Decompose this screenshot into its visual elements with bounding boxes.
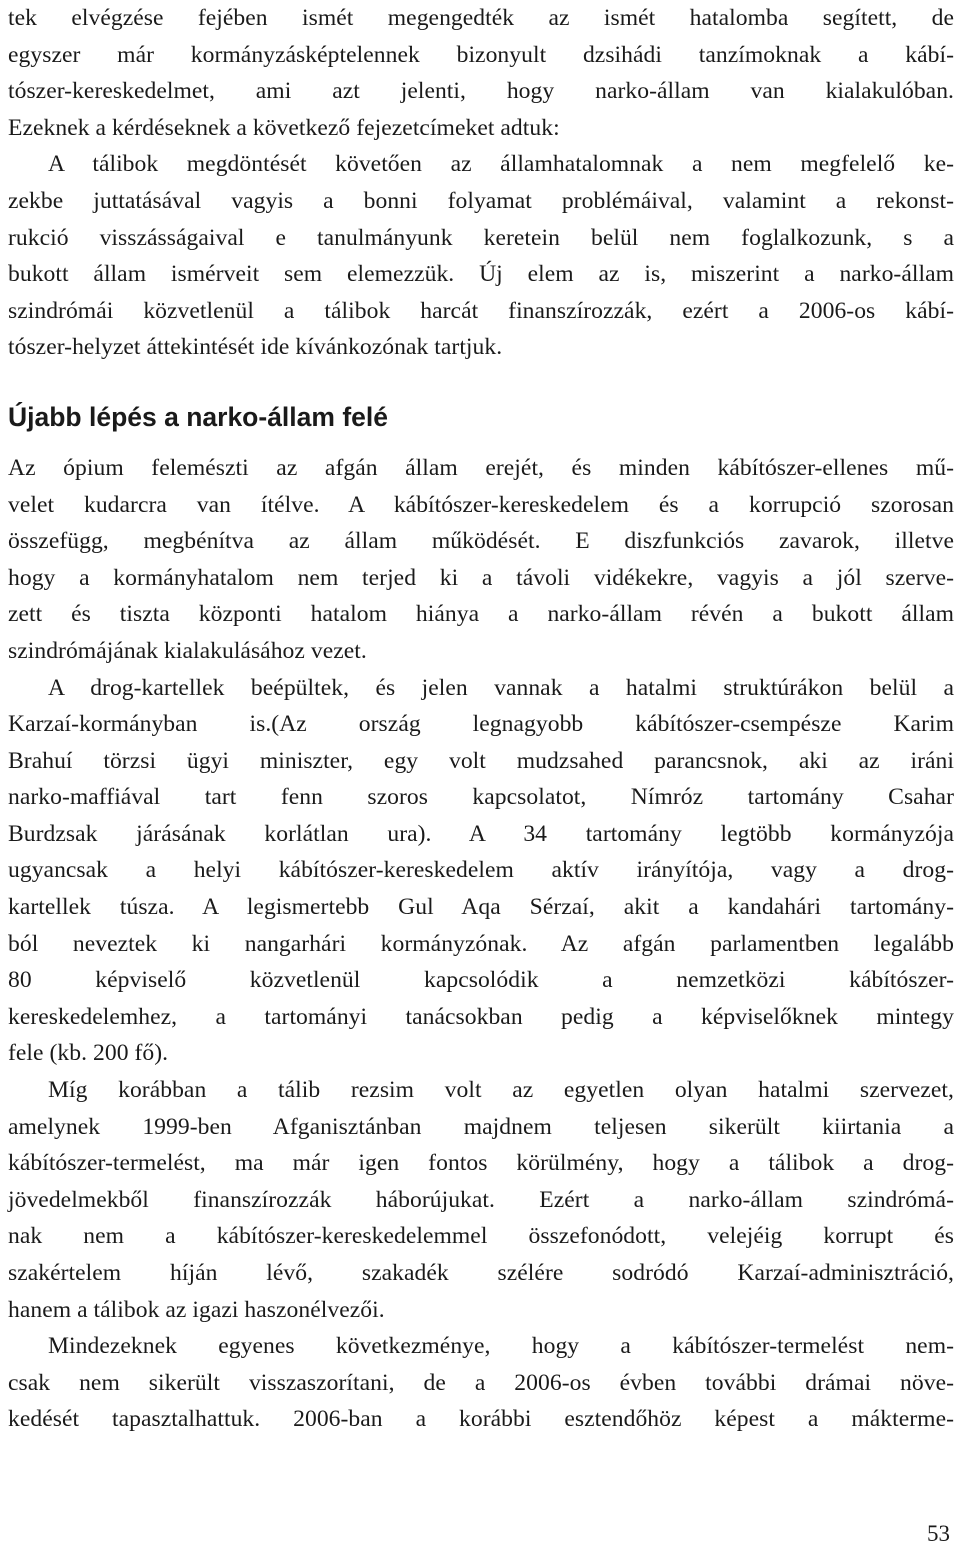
page-number: 53 bbox=[927, 1521, 950, 1546]
text-line: Brahuí törzsi ügyi miniszter, egy volt mudzsahed parancsnok, aki az iráni bbox=[8, 747, 954, 774]
text-block-main bbox=[8, 450, 954, 1438]
text-line: Ezeknek a kérdéseknek a következő fejezetcímeket adtuk: bbox=[8, 114, 560, 141]
text-line: összefügg, megbénítva az állam működését. E diszfunkciós zavarok, illetve bbox=[8, 528, 954, 555]
text-line: hanem a tálibok az igazi haszonélvezői. bbox=[8, 1296, 385, 1323]
text-line: fele (kb. 200 fő). bbox=[8, 1040, 169, 1067]
text-block-intro bbox=[8, 0, 954, 366]
text-line: zett és tiszta központi hatalom hiánya a narko-állam révén a bukott állam bbox=[8, 601, 954, 628]
text-line: tek elvégzése fejében ismét megengedték az ismét hatalomba segített, de bbox=[8, 5, 954, 31]
text-line: kereskedelemhez, a tartományi tanácsokban pedig a képviselőknek mintegy bbox=[8, 1003, 954, 1030]
text-line: narko-maffiával tart fenn szoros kapcsolatot, Nímróz tartomány Csahar bbox=[8, 784, 954, 811]
text-line: Míg korábban a tálib rezsim volt az egyetlen olyan hatalmi szervezet, bbox=[48, 1077, 954, 1104]
text-line: szindrómái közvetlenül a tálibok harcát finanszírozzák, ezért a 2006-os kábí- bbox=[8, 297, 954, 324]
text-line: bukott állam ismérveit sem elemezzük. Új elem az is, miszerint a narko-állam bbox=[8, 261, 954, 288]
text-line: Mindezeknek egyenes következménye, hogy a kábítószer-termelést nem- bbox=[48, 1333, 954, 1360]
text-line: nak nem a kábítószer-kereskedelemmel összefonódott, velejéig korrupt és bbox=[8, 1223, 954, 1250]
text-line: rukció visszásságaival e tanulmányunk keretein belül nem foglalkozunk, s a bbox=[8, 224, 954, 251]
text-line: Burdzsak járásának korlátlan ura). A 34 tartomány legtöbb kormányzója bbox=[8, 820, 954, 847]
text-line: ugyancsak a helyi kábítószer-kereskedelem aktív irányítója, vagy a drog- bbox=[8, 857, 954, 884]
text-line: ból neveztek ki nangarhári kormányzónak. Az afgán parlamentben legalább bbox=[8, 930, 954, 957]
text-line: jövedelmekből finanszírozzák háborújukat. Ezért a narko-állam szindrómá- bbox=[8, 1186, 954, 1213]
text-line: Karzaí-kormányban is.(Az ország legnagyobb kábítószer-csempésze Karim bbox=[8, 711, 954, 738]
text-line: kedését tapasztalhattuk. 2006-ban a korábbi esztendőhöz képest a máktermе- bbox=[8, 1406, 954, 1433]
text-line: tószer-helyzet áttekintését ide kívánkozónak tartjuk. bbox=[8, 334, 503, 361]
text-line: tószer-kereskedelmet, ami azt jelenti, hogy narko-állam van kialakulóban. bbox=[8, 78, 954, 105]
text-line: 80 képviselő közvetlenül kapcsolódik a nemzetközi kábítószer- bbox=[8, 967, 954, 994]
text-line: szindrómájának kialakulásához vezet. bbox=[8, 637, 367, 664]
document-page bbox=[8, 0, 954, 1438]
text-line: szakértelem híján lévő, szakadék szélére sodródó Karzaí-adminisztráció, bbox=[8, 1260, 954, 1286]
text-line: Az ópium felemészti az afgán állam erejét, és minden kábítószer-ellenes mű- bbox=[8, 454, 954, 481]
text-line: A drog-kartellek beépültek, és jelen vannak a hatalmi struktúrákon belül a bbox=[48, 674, 954, 701]
section-heading: Újabb lépés a narko-állam felé bbox=[8, 401, 388, 432]
text-line: amelynek 1999-ben Afganisztánban majdnem teljesen sikerült kiirtania a bbox=[8, 1113, 954, 1140]
text-line: csak nem sikerült visszaszorítani, de a 2006-os évben további drámai növe- bbox=[8, 1369, 954, 1396]
text-line: zekbe juttatásával vagyis a bonni folyamat problémáival, valamint a rekonst- bbox=[8, 187, 954, 214]
text-line: egyszer már kormányzásképtelennek bizonyult dzsihádi tanzímoknak a kábí- bbox=[8, 41, 954, 68]
text-line: hogy a kormányhatalom nem terjed ki a távoli vidékekre, vagyis a jól szerve- bbox=[8, 564, 954, 591]
text-line: kartellek túsza. A legismertebb Gul Aqa Sérzaí, akit a kandahári tartomány- bbox=[8, 894, 954, 921]
text-line: A tálibok megdöntését követően az államhatalomnak a nem megfelelő ke- bbox=[48, 151, 954, 178]
text-line: kábítószer-termelést, ma már igen fontos körülmény, hogy a tálibok a drog- bbox=[8, 1150, 954, 1177]
text-line: velet kudarcra van ítélve. A kábítószer-kereskedelem és a korrupció szorosan bbox=[8, 491, 954, 518]
